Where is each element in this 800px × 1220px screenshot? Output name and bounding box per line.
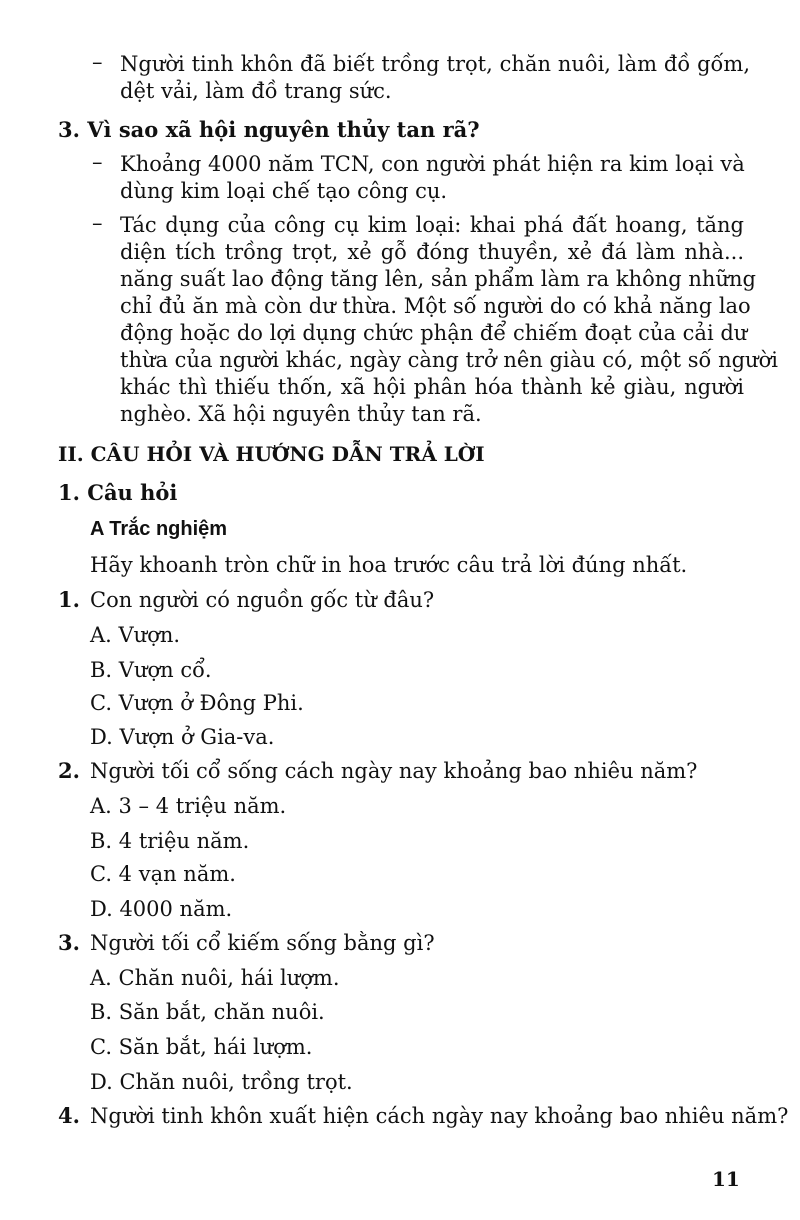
section-3-bullet-1-line-1: Khoảng 4000 năm TCN, con người phát hiện ra kim loại và — [120, 152, 745, 176]
question-3-option-c: C. Săn bắt, hái lượm. — [90, 1035, 313, 1059]
question-1-option-b: B. Vượn cổ. — [90, 658, 212, 682]
question-2-text: Người tối cổ sống cách ngày nay khoảng bao nhiêu năm? — [90, 759, 698, 783]
instruction-text: Hãy khoanh tròn chữ in hoa trước câu trả lời đúng nhất. — [90, 553, 688, 577]
question-2-option-a: A. 3 – 4 triệu năm. — [90, 794, 287, 818]
bullet-dash: – — [92, 150, 103, 174]
question-1-option-d: D. Vượn ở Gia-va. — [90, 725, 275, 749]
section-3-bullet-2-line-7: khác thì thiếu thốn, xã hội phân hóa thành kẻ giàu, người — [120, 375, 744, 399]
question-1-option-c: C. Vượn ở Đông Phi. — [90, 691, 304, 715]
section-3-bullet-2-line-8: nghèo. Xã hội nguyên thủy tan rã. — [120, 402, 482, 426]
question-2-option-b: B. 4 triệu năm. — [90, 829, 250, 853]
section-3-bullet-2-line-1: Tác dụng của công cụ kim loại: khai phá đất hoang, tăng — [120, 213, 744, 237]
intro-bullet-line-1: Người tinh khôn đã biết trồng trọt, chăn nuôi, làm đồ gốm, — [120, 52, 750, 76]
question-2-option-d: D. 4000 năm. — [90, 897, 233, 921]
page-number: 11 — [712, 1167, 740, 1191]
question-number: 1. — [58, 587, 80, 612]
section-3-bullet-2-line-4: chỉ đủ ăn mà còn dư thừa. Một số người do có khả năng lao — [120, 294, 751, 318]
question-3-option-d: D. Chăn nuôi, trồng trọt. — [90, 1070, 353, 1094]
question-1-option-a: A. Vượn. — [90, 623, 181, 647]
question-number: 3. — [58, 930, 80, 955]
section-3-bullet-2-line-3: năng suất lao động tăng lên, sản phẩm làm ra không những — [120, 267, 756, 291]
intro-bullet-line-2: dệt vải, làm đồ trang sức. — [120, 79, 392, 103]
multiple-choice-subheading: A Trắc nghiệm — [90, 518, 228, 540]
part-2-heading: II. CÂU HỎI VÀ HƯỚNG DẪN TRẢ LỜI — [58, 442, 485, 466]
question-3-option-a: A. Chăn nuôi, hái lượm. — [90, 966, 340, 990]
section-3-bullet-2-line-2: diện tích trồng trọt, xẻ gỗ đóng thuyền, xẻ đá làm nhà... — [120, 240, 744, 264]
question-1-text: Con người có nguồn gốc từ đâu? — [90, 588, 435, 612]
section-3-heading: 3. Vì sao xã hội nguyên thủy tan rã? — [58, 117, 480, 142]
question-3-option-b: B. Săn bắt, chăn nuôi. — [90, 1000, 325, 1024]
question-2-option-c: C. 4 vạn năm. — [90, 862, 236, 886]
question-number: 4. — [58, 1103, 80, 1128]
question-4-text: Người tinh khôn xuất hiện cách ngày nay khoảng bao nhiêu năm? — [90, 1104, 789, 1128]
question-3-text: Người tối cổ kiếm sống bằng gì? — [90, 931, 435, 955]
section-3-bullet-2-line-5: động hoặc do lợi dụng chức phận để chiếm đoạt của cải dư — [120, 321, 748, 345]
bullet-dash: – — [92, 50, 103, 74]
questions-subheading: 1. Câu hỏi — [58, 480, 178, 505]
section-3-bullet-1-line-2: dùng kim loại chế tạo công cụ. — [120, 179, 448, 203]
bullet-dash: – — [92, 211, 103, 235]
section-3-bullet-2-line-6: thừa của người khác, ngày càng trở nên giàu có, một số người — [120, 348, 778, 372]
question-number: 2. — [58, 758, 80, 783]
